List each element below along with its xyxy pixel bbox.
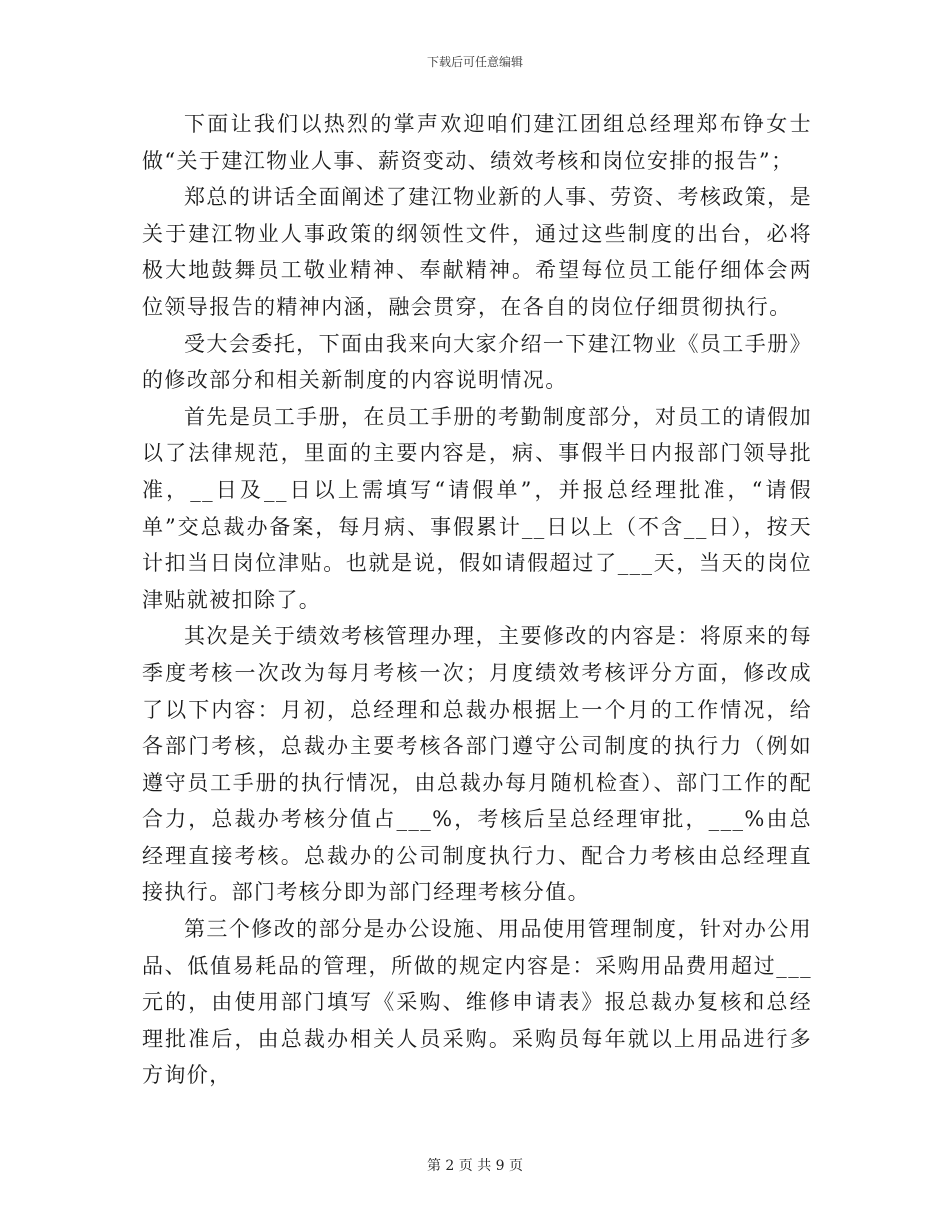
paragraph: 郑总的讲话全面阐述了建江物业新的人事、劳资、考核政策，是关于建江物业人事政策的纲领性文件，通过这些制度的出台，必将极大地鼓舞员工敬业精神、奉献精神。希望每位员工能仔细体会两位领导报告的精神内涵，融会贯穿，在各自的岗位仔细贯彻执行。 xyxy=(142,185,812,319)
page-header-note: 下载后可任意编辑 xyxy=(426,55,523,69)
paragraph: 下面让我们以热烈的掌声欢迎咱们建江团组总经理郑布铮女士做“关于建江物业人事、薪资变动、绩效考核和岗位安排的报告”； xyxy=(142,112,812,173)
paragraph: 第三个修改的部分是办公设施、用品使用管理制度，针对办公用品、低值易耗品的管理，所做的规定内容是：采购用品费用超过___元的，由使用部门填写《采购、维修申请表》报总裁办复核和总经理批准后，由总裁办相关人员采购。采购员每年就以上用品进行多方询价， xyxy=(142,917,812,1088)
paragraph: 受大会委托，下面由我来向大家介绍一下建江物业《员工手册》的修改部分和相关新制度的内容说明情况。 xyxy=(142,331,812,393)
paragraph: 其次是关于绩效考核管理办理，主要修改的内容是：将原来的每季度考核一次改为每月考核一次；月度绩效考核评分方面，修改成了以下内容：月初，总经理和总裁办根据上一个月的工作情况，给各部门考核，总裁办主要考核各部门遵守公司制度的执行力（例如遵守员工手册的执行情况，由总裁办每月随机检查）、部门工作的配合力，总裁办考核分值占___%，考核后呈总经理审批，___%由总经理直接考核。总裁办的公司制度执行力、配合力考核由总经理直接执行。部门考核分即为部门经理考核分值。 xyxy=(142,624,812,905)
document-body xyxy=(142,106,812,1094)
paragraph: 首先是员工手册，在员工手册的考勤制度部分，对员工的请假加以了法律规范，里面的主要内容是，病、事假半日内报部门领导批准，__日及__日以上需填写“请假单”，并报总经理批准，“请假单”交总裁办备案，每月病、事假累计__日以上（不含__日），按天计扣当日岗位津贴。也就是说，假如请假超过了___天，当天的岗位津贴就被扣除了。 xyxy=(142,404,812,612)
page-number: 第 2 页 共 9 页 xyxy=(426,1158,524,1174)
